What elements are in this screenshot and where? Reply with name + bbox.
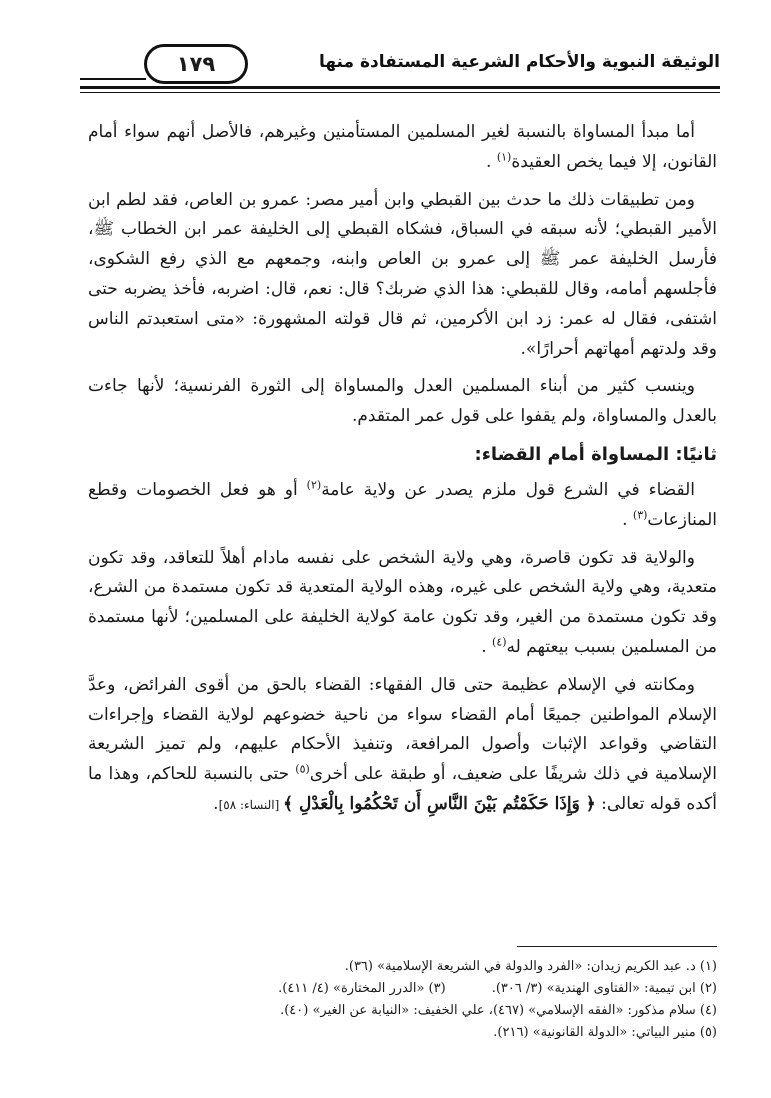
body-text xyxy=(88,118,717,829)
footnote-ref-1[interactable]: (١) xyxy=(496,150,512,164)
paragraph-text: . xyxy=(622,509,633,530)
paragraph-french-revolution: وينسب كثير من أبناء المسلمين العدل والمساواة إلى الثورة الفرنسية؛ لأنها جاءت بالعدل والمساواة، ولم يقفوا على قول عمر المتقدم. xyxy=(88,376,717,427)
footnotes xyxy=(120,956,717,1044)
paragraph-guardianship xyxy=(88,544,717,663)
paragraph-judiciary-status xyxy=(88,671,717,821)
footnote-ref-2[interactable]: (٢) xyxy=(306,478,322,492)
verse-reference: [النساء: ٥٨] xyxy=(218,797,284,812)
footnote-ref-3[interactable]: (٣) xyxy=(632,508,648,522)
header-rule-thin xyxy=(80,92,720,93)
footnote-4: (٤) سلام مذكور: «الفقه الإسلامي» (٤٦٧)، علي الخفيف: «النيابة عن الغير» (٤٠). xyxy=(280,1003,717,1018)
footnote-ref-4[interactable]: (٤) xyxy=(492,635,507,649)
page-number: ١٧٩ xyxy=(144,44,248,84)
header-rule-thick xyxy=(80,86,720,89)
paragraph-text: . xyxy=(213,793,219,814)
quran-verse: ﴿ وَإِذَا حَكَمْتُم بَيْنَ النَّاسِ أَن تَحْكُمُوا بِالْعَدْلِ ﴾ xyxy=(283,793,596,814)
footnote-3: (٣) «الدرر المختارة» (٤/ ٤١١). xyxy=(278,981,446,996)
page-header xyxy=(52,40,720,100)
paragraph-text: أما مبدأ المساواة بالنسبة لغير المسلمين المستأمنين وغيرهم، فالأصل أنهم سواء أمام القانون، إلا فيما يخص العقيدة xyxy=(88,122,717,172)
paragraph-copt-story: ومن تطبيقات ذلك ما حدث بين القبطي وابن أمير مصر: عمرو بن العاص، فقد لطم ابن الأمير القبطي؛ لأنه سبقه في السباق، فشكاه القبطي إلى الخليفة عمر ابن الخطاب ﷺ، فأرسل الخليفة عمر ﷺ إلى عمرو بن العاص وابنه، وجمعهم مع الذي رفع الشكوى، فأجلسهم أمامه، وقال للقبطي: هذا الذي ضربك؟ قال: نعم، قال: اضربه، فأخذ يضربه حتى اشتفى، فقال له عمر: زد ابن الأكرمين، ثم قال قولته المشهورة: «متى استعبدتم الناس وقد ولدتهم أمهاتهم أحرارًا». xyxy=(88,189,717,359)
paragraph-text: حتى بالنسبة للحاكم، وهذا ما أكده قوله تعالى: xyxy=(88,764,717,814)
paragraph-text: . xyxy=(486,151,497,172)
paragraph-text: والولاية قد تكون قاصرة، وهي ولاية الشخص على نفسه مادام أهلاً للتعاقد، وقد تكون متعدية، وهي ولاية الشخص على غيره، وهذه الولاية المتعدية قد تكون مستمدة من الشرع، وقد تكون مستمدة من الغير، وقد تكون عامة كولاية الخليفة على المسلمين؛ لأنها مستمدة من المسلمين بسبب بيعتهم له xyxy=(88,547,717,657)
footnote-separator xyxy=(517,946,717,947)
footnote-1: (١) د. عبد الكريم زيدان: «الفرد والدولة في الشريعة الإسلامية» (٣٦). xyxy=(344,959,717,974)
footnote-2: (٢) ابن تيمية: «الفتاوى الهندية» (٣/ ٣٠٦). xyxy=(491,981,717,996)
running-title: الوثيقة النبوية والأحكام الشرعية المستفادة منها xyxy=(318,52,720,72)
footnote-5: (٥) منير البياتي: «الدولة القانونية» (٢١٦). xyxy=(493,1025,717,1040)
header-rule-left xyxy=(80,78,146,80)
paragraph-text: ومكانته في الإسلام عظيمة حتى قال الفقهاء: القضاء بالحق من أقوى الفرائض، وعدَّ الإسلام المواطنين جميعًا أمام القضاء سواء من ناحية خضوعهم لولاية القضاء وإجراءات التقاضي وقواعد الإثبات وأصول المرافعة، وتنفيذ الأحكام عليهم، ولم تميز الشريعة الإسلامية في ذلك شريفًا على ضعيف، أو طبقة على أخرى xyxy=(88,674,717,785)
section-heading: ثانيًا: المساواة أمام القضاء: xyxy=(474,443,717,465)
paragraph-text: . xyxy=(481,636,493,657)
paragraph-text: القضاء في الشرع قول ملزم يصدر عن ولاية عامة xyxy=(321,479,696,500)
footnote-2-3-row xyxy=(120,978,717,1000)
paragraph-judiciary-definition xyxy=(88,476,717,536)
paragraph-equality-non-muslims xyxy=(88,118,717,178)
footnote-ref-5[interactable]: (٥) xyxy=(295,762,310,776)
paragraph-text: أو هو فعل الخصومات وقطع المنازعات xyxy=(88,479,717,530)
